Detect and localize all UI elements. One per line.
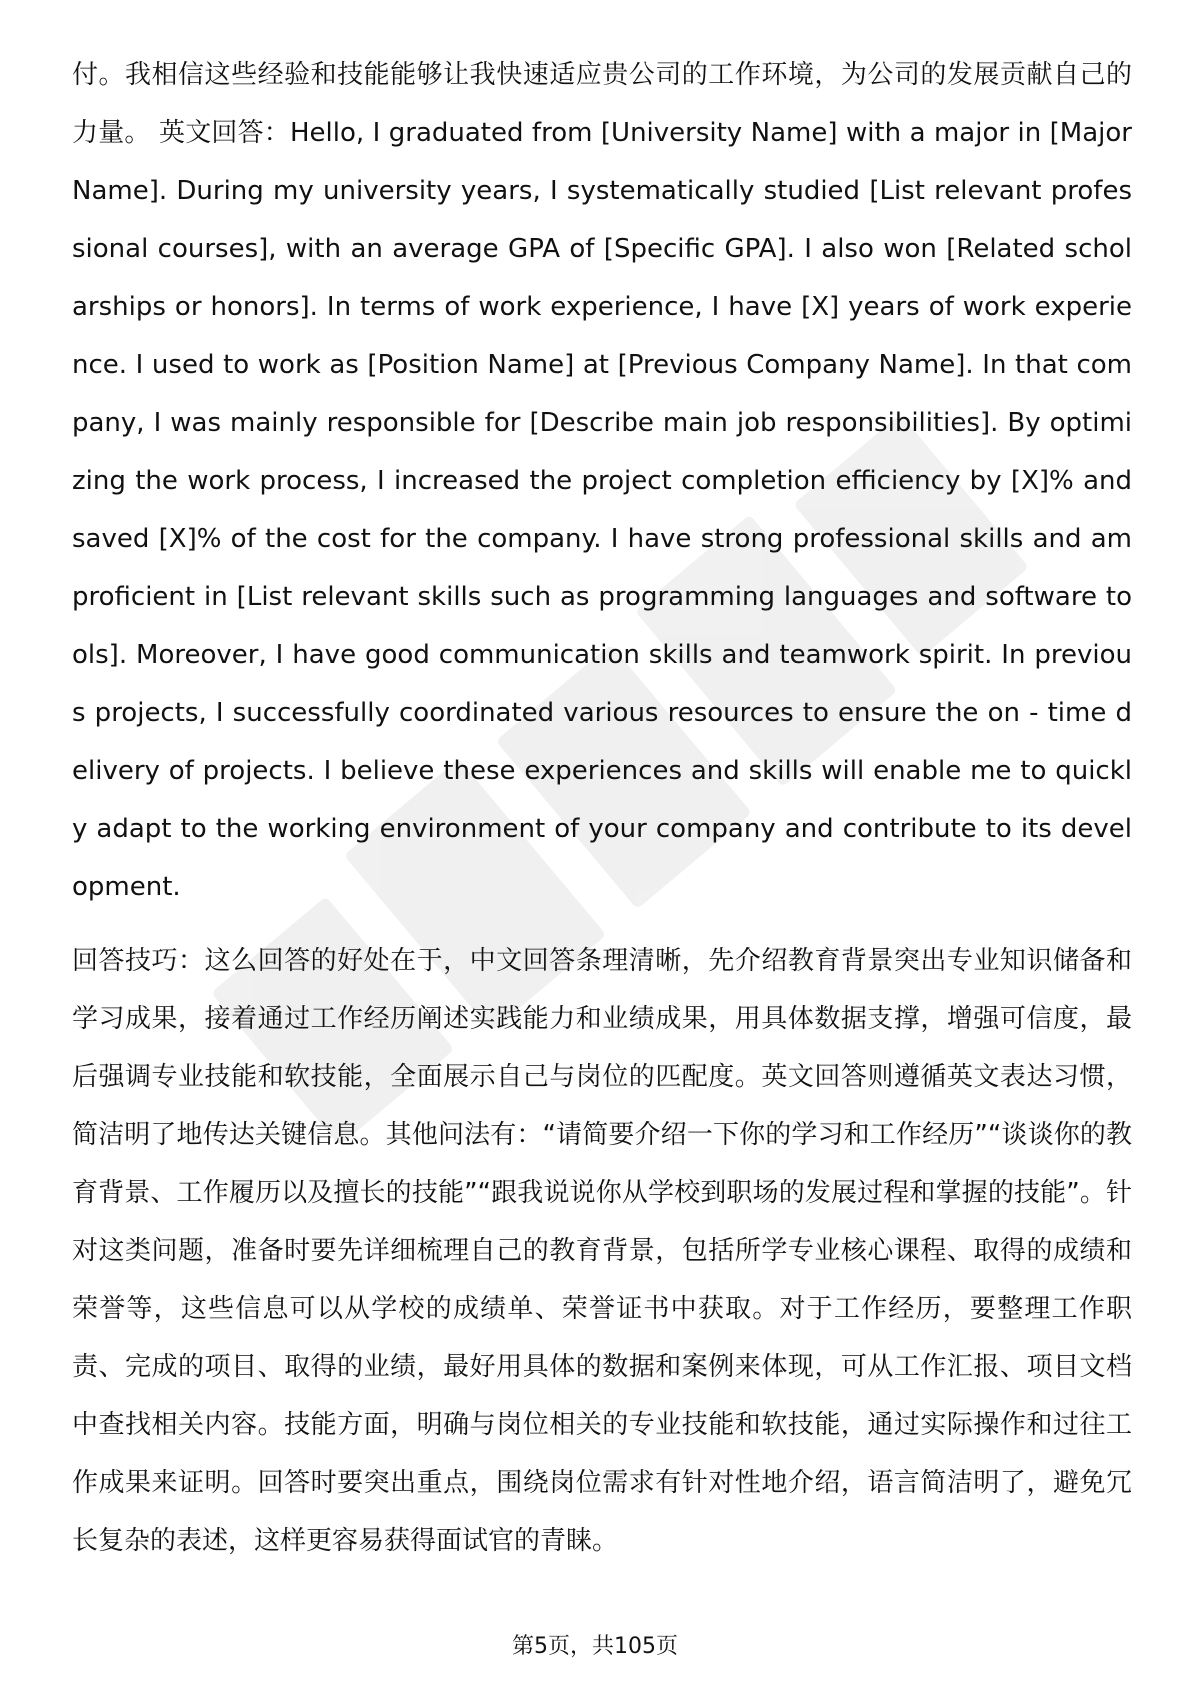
page-number-footer: 第5页，共105页 <box>512 1634 678 1659</box>
main-content <box>72 46 1132 1570</box>
paragraph-answer-tips: 回答技巧：这么回答的好处在于，中文回答条理清晰，先介绍教育背景突出专业知识储备和学习成果，接着通过工作经历阐述实践能力和业绩成果，用具体数据支撑，增强可信度，最后强调专业技能和软技能，全面展示自己与岗位的匹配度。英文回答则遵循英文表达习惯，简洁明了地传达关键信息。其他问法有：“请简要介绍一下你的学习和工作经历”“谈谈你的教育背景、工作履历以及擅长的技能”“跟我说说你从学校到职场的发展过程和掌握的技能”。针对这类问题，准备时要先详细梳理自己的教育背景，包括所学专业核心课程、取得的成绩和荣誉等，这些信息可以从学校的成绩单、荣誉证书中获取。对于工作经历，要整理工作职责、完成的项目、取得的业绩，最好用具体的数据和案例来体现，可从工作汇报、项目文档中查找相关内容。技能方面，明确与岗位相关的专业技能和软技能，通过实际操作和过往工作成果来证明。回答时要突出重点，围绕岗位需求有针对性地介绍，语言简洁明了，避免冗长复杂的表述，这样更容易获得面试官的青睐。 <box>72 946 1132 1556</box>
paragraph-answer-continued: 付。我相信这些经验和技能能够让我快速适应贵公司的工作环境，为公司的发展贡献自己的力量。 英文回答：Hello, I graduated from [University Name] with a major in [Major Name]. During my university years, I systematically studied [List relevant professional courses], with an average GPA of [Specific GPA]. I also won [Related scholarships or honors]. In terms of work experience, I have [X] years of work experience. I used to work as [Position Name] at [Previous Company Name]. In that company, I was mainly responsible for [Describe main job responsibilities]. By optimizing the work process, I increased the project completion efficiency by [X]% and saved [X]% of the cost for the company. I have strong professional skills and am proficient in [List relevant skills such as programming languages and software tools]. Moreover, I have good communication skills and teamwork spirit. In previous projects, I successfully coordinated various resources to ensure the on - time delivery of projects. I believe these experiences and skills will enable me to quickly adapt to the working environment of your company and contribute to its development. <box>72 60 1132 902</box>
